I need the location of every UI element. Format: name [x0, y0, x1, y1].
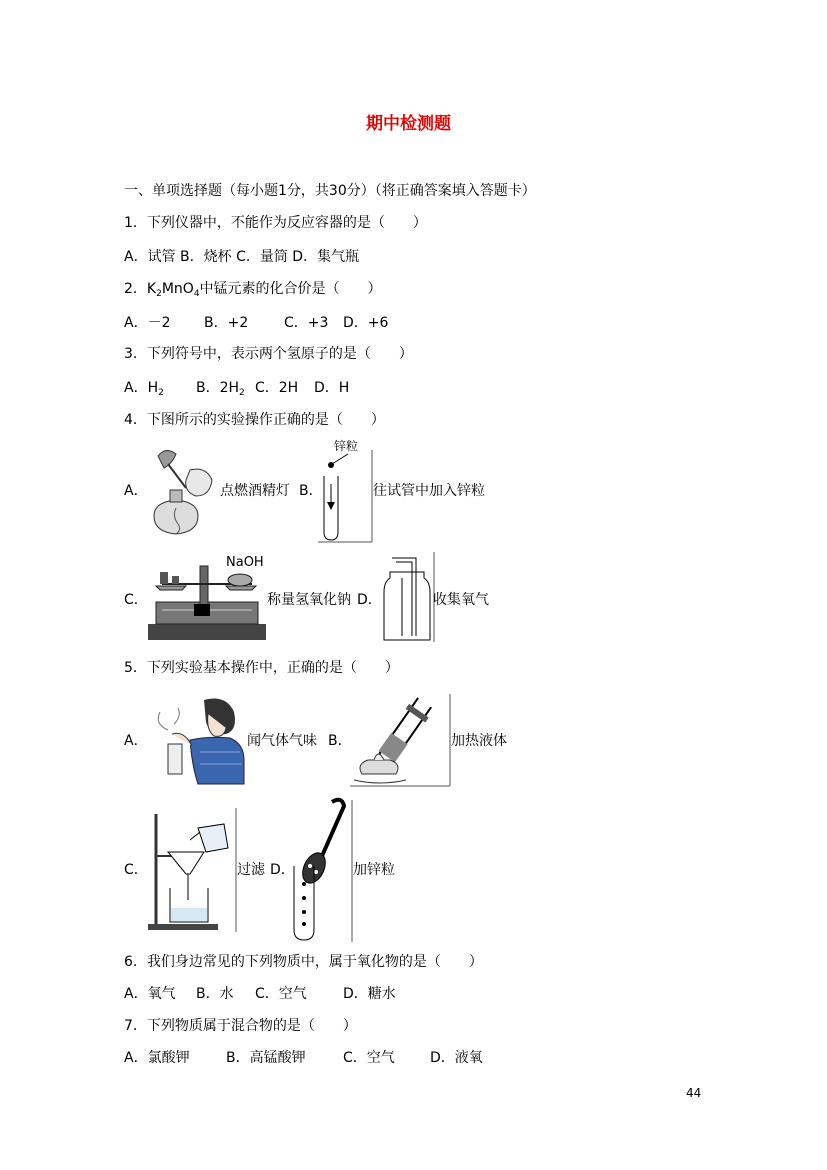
- question-1-stem: 1．下列仪器中，不能作为反应容器的是（ ）: [124, 215, 427, 231]
- adding-zinc-spoon-figure: [292, 796, 354, 944]
- page-title: 期中检测题: [366, 114, 451, 134]
- question-1-options: A．试管 B．烧杯 C．量筒 D．集气瓶: [124, 249, 360, 265]
- smelling-gas-figure: [148, 690, 248, 786]
- question-5-option-d-text: 加锌粒: [353, 862, 395, 878]
- question-4-option-b-text: 往试管中加入锌粒: [373, 483, 485, 499]
- question-5-option-d-label: D．: [270, 862, 295, 878]
- question-7-option-a: A．氯酸钾: [124, 1050, 190, 1066]
- question-2-option-d: D．+6: [343, 315, 389, 331]
- question-4-option-a-label: A．: [124, 483, 148, 499]
- question-5-option-c-text: 过滤: [237, 862, 265, 878]
- question-5-option-b-label: B．: [328, 733, 352, 749]
- question-7-stem: 7．下列物质属于混合物的是（ ）: [124, 1018, 357, 1034]
- question-4-option-c-text: 称量氢氧化钠: [267, 592, 351, 608]
- question-6-option-a: A．氧气: [124, 986, 176, 1002]
- question-2-option-a: A．－2: [124, 315, 171, 331]
- question-6-option-b: B．水: [196, 986, 234, 1002]
- zinc-granule-label: 锌粒: [334, 439, 359, 453]
- section-heading: 一、单项选择题（每小题1分，共30分）（将正确答案填入答题卡）: [124, 183, 536, 199]
- question-3-option-a: A．$H_2$: [124, 380, 164, 398]
- question-7-option-c: C．空气: [343, 1050, 395, 1066]
- question-4-option-d-label: D．: [357, 592, 382, 608]
- page-number: 44: [686, 1086, 702, 1100]
- question-2-option-c: C．+3: [284, 315, 329, 331]
- question-6-stem: 6．我们身边常见的下列物质中，属于氧化物的是（ ）: [124, 954, 483, 970]
- question-7-option-d: D．液氧: [430, 1050, 483, 1066]
- question-3-option-d: D．H: [314, 380, 350, 396]
- question-7-option-b: B．高锰酸钾: [226, 1050, 306, 1066]
- adding-zinc-to-test-tube-figure: [318, 440, 374, 544]
- question-5-option-a-text: 闻气体气味: [247, 733, 317, 749]
- collecting-oxygen-bottle-figure: [380, 552, 434, 644]
- question-5-option-a-label: A．: [124, 733, 148, 749]
- question-4-option-c-label: C．: [124, 592, 148, 608]
- question-2-option-b: B．+2: [204, 315, 249, 331]
- question-4-stem: 4．下图所示的实验操作正确的是（ ）: [124, 412, 385, 428]
- filtration-figure: [146, 808, 238, 934]
- question-6-option-c: C．空气: [255, 986, 307, 1002]
- question-4-option-b-label: B．: [299, 483, 323, 499]
- question-5-option-c-label: C．: [124, 862, 148, 878]
- question-6-option-d: D．糖水: [343, 986, 396, 1002]
- question-4-option-d-text: 收集氧气: [433, 592, 489, 608]
- question-4-option-a-text: 点燃酒精灯: [220, 483, 290, 499]
- lighting-alcohol-lamp-figure: [146, 446, 220, 542]
- question-3-option-c: C．2H: [255, 380, 299, 396]
- question-3-option-b: B．$2H_2$: [196, 380, 245, 398]
- question-3-stem: 3．下列符号中，表示两个氢原子的是（ ）: [124, 346, 413, 362]
- heating-liquid-figure: [350, 690, 452, 788]
- question-5-stem: 5．下列实验基本操作中，正确的是（ ）: [124, 660, 399, 676]
- naoh-label: NaOH: [226, 555, 264, 570]
- question-2-stem: 2．$K_2MnO_4$中锰元素的化合价是（ ）: [124, 281, 382, 299]
- question-5-option-b-text: 加热液体: [451, 733, 507, 749]
